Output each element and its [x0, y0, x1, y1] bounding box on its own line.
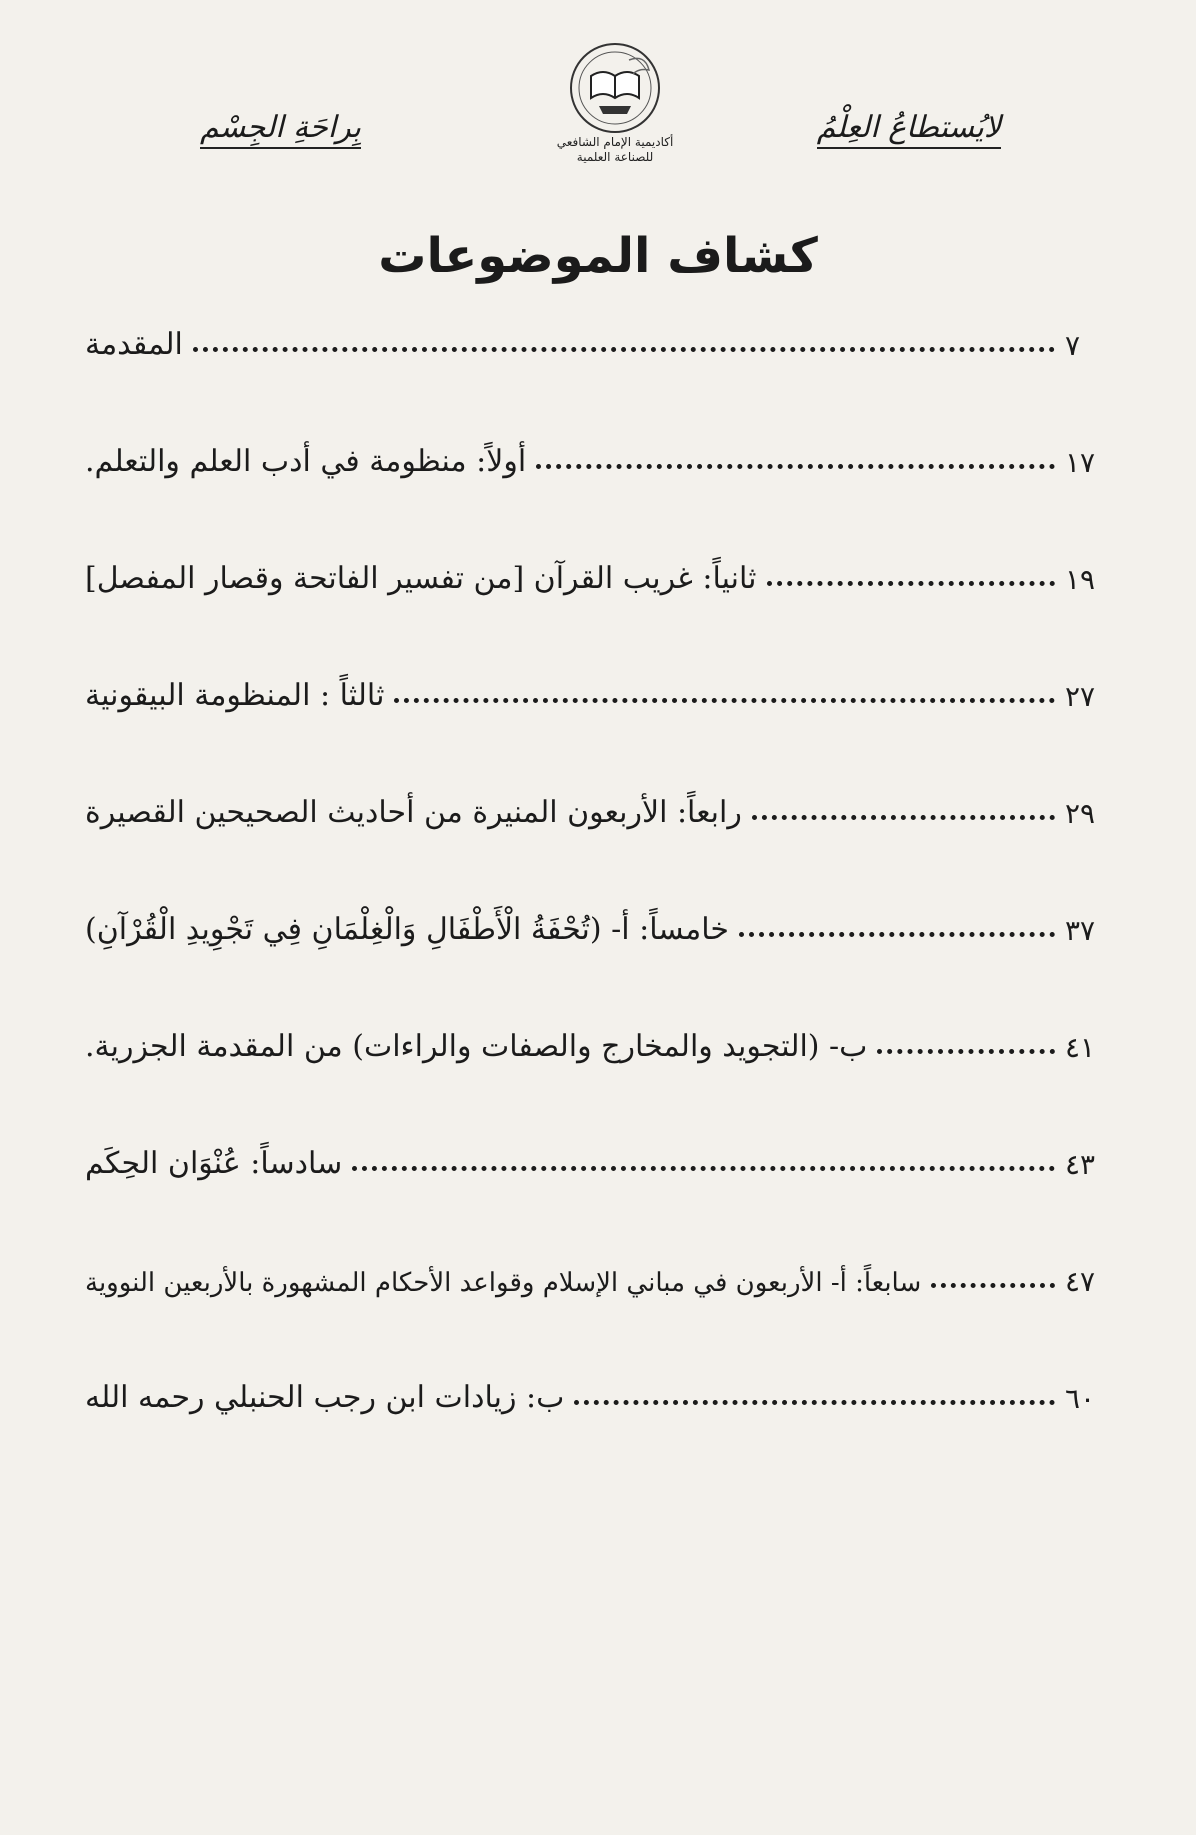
toc-page-number: ٢٩ [1065, 797, 1096, 830]
toc-entry [85, 1371, 1120, 1415]
toc-entry [85, 318, 1120, 362]
toc-leader-dots [394, 698, 1055, 703]
toc-entry [85, 786, 1120, 830]
toc-entry [85, 903, 1120, 947]
toc-leader-dots [752, 815, 1055, 820]
toc-entry-title: ب: زيادات ابن رجب الحنبلي رحمه الله [85, 1380, 565, 1415]
page-header [0, 40, 1196, 200]
book-emblem-icon [555, 40, 675, 135]
toc-page-number: ١٧ [1065, 446, 1096, 479]
logo-name-line2: للصناعة العلمية [576, 150, 654, 164]
toc-leader-dots [877, 1049, 1055, 1054]
toc-leader-dots [536, 464, 1055, 469]
toc-entry-title: رابعاً: الأربعون المنيرة من أحاديث الصحيحين القصيرة [85, 795, 742, 830]
table-of-contents [85, 318, 1120, 1488]
toc-entry-title: ثانياً: غريب القرآن [من تفسير الفاتحة وقصار المفصل] [85, 561, 757, 596]
toc-page-number: ٣٧ [1065, 914, 1096, 947]
toc-entry [85, 669, 1120, 713]
toc-page-number: ٤١ [1065, 1031, 1096, 1064]
toc-page-number: ٤٣ [1065, 1148, 1096, 1181]
toc-entry-title: ب- (التجويد والمخارج والصفات والراءات) من المقدمة الجزرية. [85, 1029, 868, 1064]
toc-entry [85, 1020, 1120, 1064]
toc-page-number: ٧ [1065, 329, 1081, 362]
toc-page-number: ٦٠ [1065, 1382, 1096, 1415]
toc-page-number: ١٩ [1065, 563, 1096, 596]
motto-left: بِراحَةِ الجِسْم [200, 110, 361, 149]
toc-leader-dots [739, 932, 1055, 937]
toc-page-number: ٤٧ [1065, 1265, 1096, 1298]
toc-entry-title: ثالثاً : المنظومة البيقونية [85, 678, 385, 713]
page-title: كشاف الموضوعات [378, 228, 818, 284]
toc-entry-title: المقدمة [85, 327, 183, 362]
toc-entry [85, 435, 1120, 479]
toc-leader-dots [574, 1400, 1055, 1405]
toc-entry [85, 552, 1120, 596]
toc-entry-title: سادساً: عُنْوَان الحِكَم [85, 1146, 343, 1181]
toc-entry-title: سابعاً: أ- الأربعون في مباني الإسلام وقواعد الأحكام المشهورة بالأربعين النووية [85, 1268, 922, 1298]
toc-leader-dots [352, 1166, 1055, 1171]
toc-entry [85, 1137, 1120, 1181]
toc-entry-title: خامساً: أ- (تُحْفَةُ الْأَطْفَالِ وَالْغِلْمَانِ فِي تَجْوِيدِ الْقُرْآنِ) [85, 912, 729, 947]
toc-leader-dots [767, 581, 1055, 586]
academy-logo [540, 40, 690, 165]
toc-entry [85, 1254, 1120, 1298]
toc-leader-dots [193, 347, 1055, 352]
toc-leader-dots [931, 1283, 1055, 1288]
logo-name-line1: أكاديمية الإمام الشافعي [556, 135, 674, 149]
toc-page-number: ٢٧ [1065, 680, 1096, 713]
motto-right: لايُستطاعُ العِلْمُ [817, 110, 1001, 149]
toc-entry-title: أولاً: منظومة في أدب العلم والتعلم. [85, 444, 527, 479]
